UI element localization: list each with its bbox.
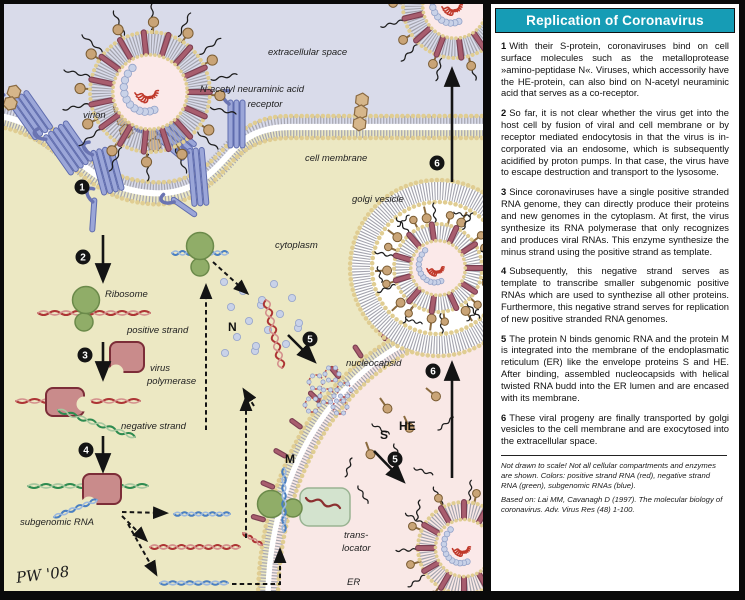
label-er: ER — [347, 577, 361, 588]
step-marker-2 — [76, 250, 91, 265]
step-number: 3 — [501, 186, 507, 198]
info-panel — [491, 4, 739, 591]
svg-text:3: 3 — [82, 350, 88, 362]
step-number: 5 — [501, 332, 507, 344]
svg-text:5: 5 — [392, 454, 398, 466]
label-virus-polymerase-2: polymerase — [147, 376, 197, 387]
label-translocator-1: trans- — [344, 530, 369, 541]
border-bottom — [0, 591, 745, 600]
footnote-line-2: Based on: Lai MM, Cavanagh D (1997). The molecular biology of coronavirus. Adv. Virus Res (48) 1-100. — [501, 494, 723, 514]
label-extracellular-space: extracellular space — [268, 47, 348, 58]
step-marker-5a — [303, 332, 318, 347]
label-subgenomic-rna: subgenomic RNA — [20, 517, 94, 528]
step-number: 6 — [501, 411, 507, 423]
svg-text:6: 6 — [434, 158, 440, 170]
step-paragraph-1 — [501, 40, 729, 99]
label-receptor-name: N-acetyl neuraminic acid — [199, 84, 305, 95]
label-cell-membrane: cell membrane — [305, 153, 368, 164]
step-paragraph-6 — [501, 412, 729, 448]
label-receptor-word: receptor — [247, 99, 283, 110]
panel-title: Replication of Coronavirus — [526, 13, 704, 28]
step-text: These viral progeny are finally transported by golgi vesicles to the cell membrane and are exocytosed into the extracellular space. — [501, 411, 729, 447]
step-marker-3 — [78, 348, 93, 363]
label-nucleocapsid: nucleocapsid — [346, 358, 402, 369]
step-marker-6b — [430, 156, 445, 171]
step-paragraph-4 — [501, 265, 729, 324]
step-marker-5b — [388, 452, 403, 467]
label-translocator-2: locator — [342, 543, 371, 554]
step-number: 1 — [501, 40, 507, 51]
label-protein-n: N — [228, 320, 237, 334]
svg-text:5: 5 — [307, 334, 313, 346]
svg-text:2: 2 — [80, 252, 86, 264]
svg-text:6: 6 — [430, 366, 436, 378]
step-number: 4 — [501, 265, 507, 277]
panel-divider — [483, 0, 491, 600]
step-text: So far, it is not clear whether the virus get into the host cell by fusion of viral and cell membrane or by receptor mediated endocytosis in that the virus is in-corporated via an endosome, which is subsequently acidified by proton pumps. In that case, the virus have to escape destruction and transport to the lysosome. — [501, 107, 729, 178]
label-positive-strand: positive strand — [127, 325, 189, 336]
label-cytoplasm: cytoplasm — [275, 240, 318, 251]
border-right — [739, 0, 745, 600]
step-number: 2 — [501, 107, 507, 119]
border-top — [0, 0, 745, 4]
step-marker-6a — [426, 364, 441, 379]
step-marker-4 — [79, 443, 94, 458]
svg-text:4: 4 — [83, 445, 89, 457]
label-golgi-vesicle: golgi vesicle — [352, 194, 404, 205]
step-paragraph-3 — [501, 186, 729, 257]
label-protein-m: M — [285, 452, 295, 466]
step-text: With their S-protein, coronaviruses bind on cell surface molecules such as the metalloprotease »amino-peptidase N«. Viruses, which accessorily have the HE-protein, can also bind on N-acetyl neuraminic acid that serves as a co-receptor. — [501, 40, 729, 99]
label-ribosome: Ribosome — [105, 289, 148, 300]
label-negative-strand: negative strand — [121, 421, 186, 432]
step-text: Subsequently, this negative strand serves as template to transcribe smaller subgenomic positive RNAs which are used to synthezise all other proteins. Furthermore, this negative strand serves for replication of new positive stranded RNA genomes. — [501, 265, 729, 324]
artist-signature: PW '08 — [15, 562, 71, 587]
label-virion: virion — [83, 110, 106, 121]
footnote-line-1: Not drawn to scale! Not all cellular compartments and enzymes are shown. Colors: positive strand RNA (red), negative strand RNA (green), subgenomic RNAs (blue). — [501, 461, 716, 491]
border-left — [0, 0, 4, 600]
svg-text:1: 1 — [79, 182, 85, 194]
label-protein-he: HE — [399, 419, 416, 433]
label-protein-s: S — [380, 428, 389, 442]
step-paragraph-5 — [501, 333, 729, 404]
panel-footnote — [501, 455, 727, 515]
step-marker-1 — [75, 180, 90, 195]
label-virus-polymerase-1: virus — [150, 363, 171, 374]
step-text: The protein N binds genomic RNA and the protein M is integrated into the membrane of the endoplasmatic reticulum (ER) like the envelope proteins S and HE. After binding, assembled nucleocapsids with helical twisted RNA budd into the ER lumen and are encased with its membrane. — [501, 332, 729, 403]
panel-paragraphs — [501, 40, 729, 447]
panel-title-bar — [495, 8, 735, 33]
step-text: Since coronaviruses have a single positive stranded RNA genome, they can directly produce their proteins and new genomes in the cytoplasm. At first, the virus synthesize its RNA polymerase that only recognizes and produces viral RNAs. This enzyme synthesize the minus strand using the positive strand as template. — [501, 186, 729, 257]
step-paragraph-2 — [501, 107, 729, 178]
